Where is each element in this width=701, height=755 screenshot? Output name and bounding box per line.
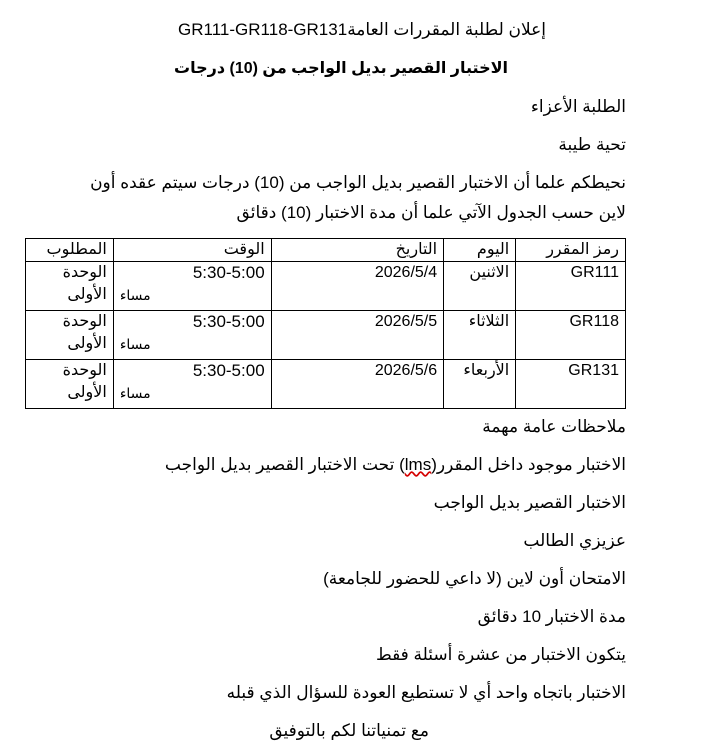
- note-line-2: الاختبار القصير بديل الواجب: [433, 493, 626, 512]
- announcement-subtitle: الاختبار القصير بديل الواجب من (10) درجات: [174, 60, 508, 77]
- course-code-cell: GR118: [516, 311, 626, 360]
- day-cell: الأربعاء: [444, 360, 516, 409]
- header-course-code: رمز المقرر: [516, 239, 626, 262]
- body-paragraph-line-1: نحيطكم علما أن الاختبار القصير بديل الواجب من (10) درجات سيتم عقده أون: [90, 173, 626, 192]
- exam-schedule-table: [25, 238, 626, 409]
- header-day: اليوم: [444, 239, 516, 262]
- table-row: [26, 311, 626, 360]
- greeting-dear-students: الطلبة الأعزاء: [530, 97, 626, 116]
- table-row: [26, 360, 626, 409]
- lms-word: lms: [404, 455, 432, 474]
- course-code-cell: GR111: [516, 262, 626, 311]
- header-time: الوقت: [113, 239, 271, 262]
- closing-line: مع تمنياتنا لكم بالتوفيق: [269, 721, 429, 740]
- greeting-regards: تحية طيبة: [558, 135, 626, 154]
- time-cell: 5:30-5:00 مساء: [113, 311, 271, 360]
- notes-heading: ملاحظات عامة مهمة: [482, 417, 626, 436]
- table-header-row: [26, 239, 626, 262]
- date-cell: 2026/5/4: [271, 262, 443, 311]
- note-line-1: الاختبار موجود داخل المقرر(lms) تحت الاختبار القصير بديل الواجب: [164, 455, 626, 474]
- time-cell: 5:30-5:00 مساء: [113, 360, 271, 409]
- note-line-5: مدة الاختبار 10 دقائق: [477, 607, 626, 626]
- time-cell: 5:30-5:00 مساء: [113, 262, 271, 311]
- body-paragraph-line-2: لاين حسب الجدول الآتي علما أن مدة الاختبار (10) دقائق: [236, 203, 626, 222]
- required-cell: الوحدة الأولى: [26, 262, 114, 311]
- table-row: [26, 262, 626, 311]
- note-line-6: يتكون الاختبار من عشرة أسئلة فقط: [375, 645, 626, 664]
- day-cell: الاثنين: [444, 262, 516, 311]
- required-cell: الوحدة الأولى: [26, 311, 114, 360]
- day-cell: الثلاثاء: [444, 311, 516, 360]
- note-line-3: عزيزي الطالب: [523, 531, 626, 550]
- note-line-7: الاختبار باتجاه واحد أي لا تستطيع العودة للسؤال الذي قبله: [226, 683, 626, 702]
- header-date: التاريخ: [271, 239, 443, 262]
- course-code-cell: GR131: [516, 360, 626, 409]
- announcement-title: إعلان لطلبة المقررات العامةGR111-GR118-GR131: [178, 20, 546, 39]
- header-required: المطلوب: [26, 239, 114, 262]
- date-cell: 2026/5/6: [271, 360, 443, 409]
- date-cell: 2026/5/5: [271, 311, 443, 360]
- note-line-4: الامتحان أون لاين (لا داعي للحضور للجامعة): [323, 569, 626, 588]
- required-cell: الوحدة الأولى: [26, 360, 114, 409]
